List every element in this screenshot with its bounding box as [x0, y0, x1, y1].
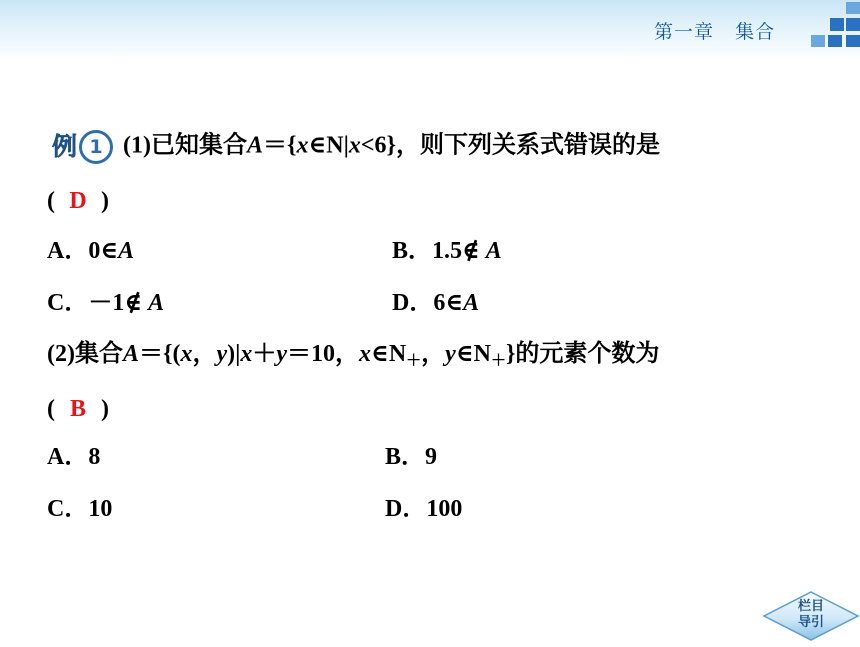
q1-option-b-set: A: [485, 238, 502, 264]
q2-option-b-label: B．: [385, 444, 426, 470]
q2-text-6: ∈N: [371, 341, 407, 367]
q2-option-a: [47, 442, 100, 472]
q2-var-x1: x: [180, 341, 193, 367]
q1-eq-open: ＝{: [263, 132, 297, 159]
q1-option-c-label: C．: [47, 290, 89, 316]
q2-var-y2: y: [276, 341, 288, 367]
q2-var-y1: y: [216, 341, 228, 367]
q1-option-d-set: A: [463, 290, 480, 316]
nav-button-line-1: 栏目: [797, 599, 824, 614]
example-word: 例: [52, 132, 78, 161]
q2-prefix: (2)集合: [47, 341, 123, 367]
q1-option-b-label: B．: [392, 238, 433, 264]
q1-option-a-value: 0∈: [88, 238, 119, 264]
example-number-icon: 1: [79, 130, 113, 164]
q1-paren-close: ): [101, 188, 109, 214]
q1-option-b: [392, 236, 502, 266]
q1-option-c-value: －1∉: [88, 290, 149, 316]
nav-button-label: [762, 599, 860, 631]
q1-elem: x: [296, 132, 309, 159]
q1-option-a: [47, 236, 134, 266]
q2-text-3: )|: [227, 341, 241, 367]
q2-option-d: [385, 494, 462, 524]
header-banner: [0, 0, 860, 62]
chapter-title: [654, 17, 775, 44]
q2-option-a-value: 8: [88, 444, 101, 470]
q2-subscript-2: ＋: [490, 353, 506, 369]
q1-option-a-label: A．: [47, 238, 89, 264]
q2-text-1: ＝{(: [139, 341, 181, 367]
q1-option-a-set: A: [118, 238, 135, 264]
q1-option-c-set: A: [148, 290, 165, 316]
chapter-label: 第一章: [654, 21, 715, 43]
q1-set-var: A: [247, 132, 264, 159]
q2-option-c: [47, 494, 112, 524]
q2-text-4: ＋: [252, 341, 277, 367]
q2-var-x3: x: [359, 341, 372, 367]
q2-option-b: [385, 442, 437, 472]
q1-option-d-label: D．: [392, 290, 434, 316]
q1-option-d-value: 6∈: [433, 290, 464, 316]
q2-text-2: ，: [192, 341, 217, 367]
q2-option-a-label: A．: [47, 444, 89, 470]
q2-answer: B: [69, 396, 86, 422]
q1-option-c: [47, 288, 164, 318]
q1-in-n: ∈N|: [308, 132, 349, 159]
q1-option-b-value: 1.5∉: [432, 238, 486, 264]
q2-option-b-value: 9: [425, 444, 438, 470]
q2-var-y3: y: [445, 341, 456, 367]
question-2-answer-line: [47, 394, 109, 424]
q2-set-var: A: [122, 341, 139, 367]
q1-answer: D: [69, 188, 87, 214]
q2-text-7: ，: [421, 341, 446, 367]
grid-logo-icon: [806, 2, 860, 48]
q2-paren-open: (: [47, 396, 55, 422]
q2-text-8: ∈N: [455, 341, 491, 367]
section-label: 集合: [735, 21, 776, 43]
q2-var-x2: x: [240, 341, 253, 367]
question-2-stem: [47, 339, 659, 376]
q1-option-d: [392, 288, 479, 318]
q1-paren-open: (: [47, 188, 55, 214]
q2-option-d-value: 100: [426, 496, 463, 522]
q2-option-c-label: C．: [47, 496, 89, 522]
q2-text-9: }的元素个数为: [505, 341, 660, 367]
q2-option-c-value: 10: [88, 496, 113, 522]
q2-subscript-1: ＋: [406, 353, 422, 369]
question-1-stem: [52, 130, 660, 164]
nav-button-line-2: 导引: [797, 615, 824, 630]
q1-cond-var: x: [348, 132, 361, 159]
question-1-answer-line: [47, 186, 109, 216]
q2-paren-close: ): [101, 396, 109, 422]
q2-option-d-label: D．: [385, 496, 427, 522]
section-nav-button[interactable]: [762, 590, 860, 642]
q2-text-5: ＝10，: [287, 341, 360, 367]
example-badge: [52, 130, 113, 164]
q1-cond-rest: <6}，则下列关系式错误的是: [360, 132, 661, 159]
q1-prefix: (1)已知集合: [123, 132, 247, 159]
